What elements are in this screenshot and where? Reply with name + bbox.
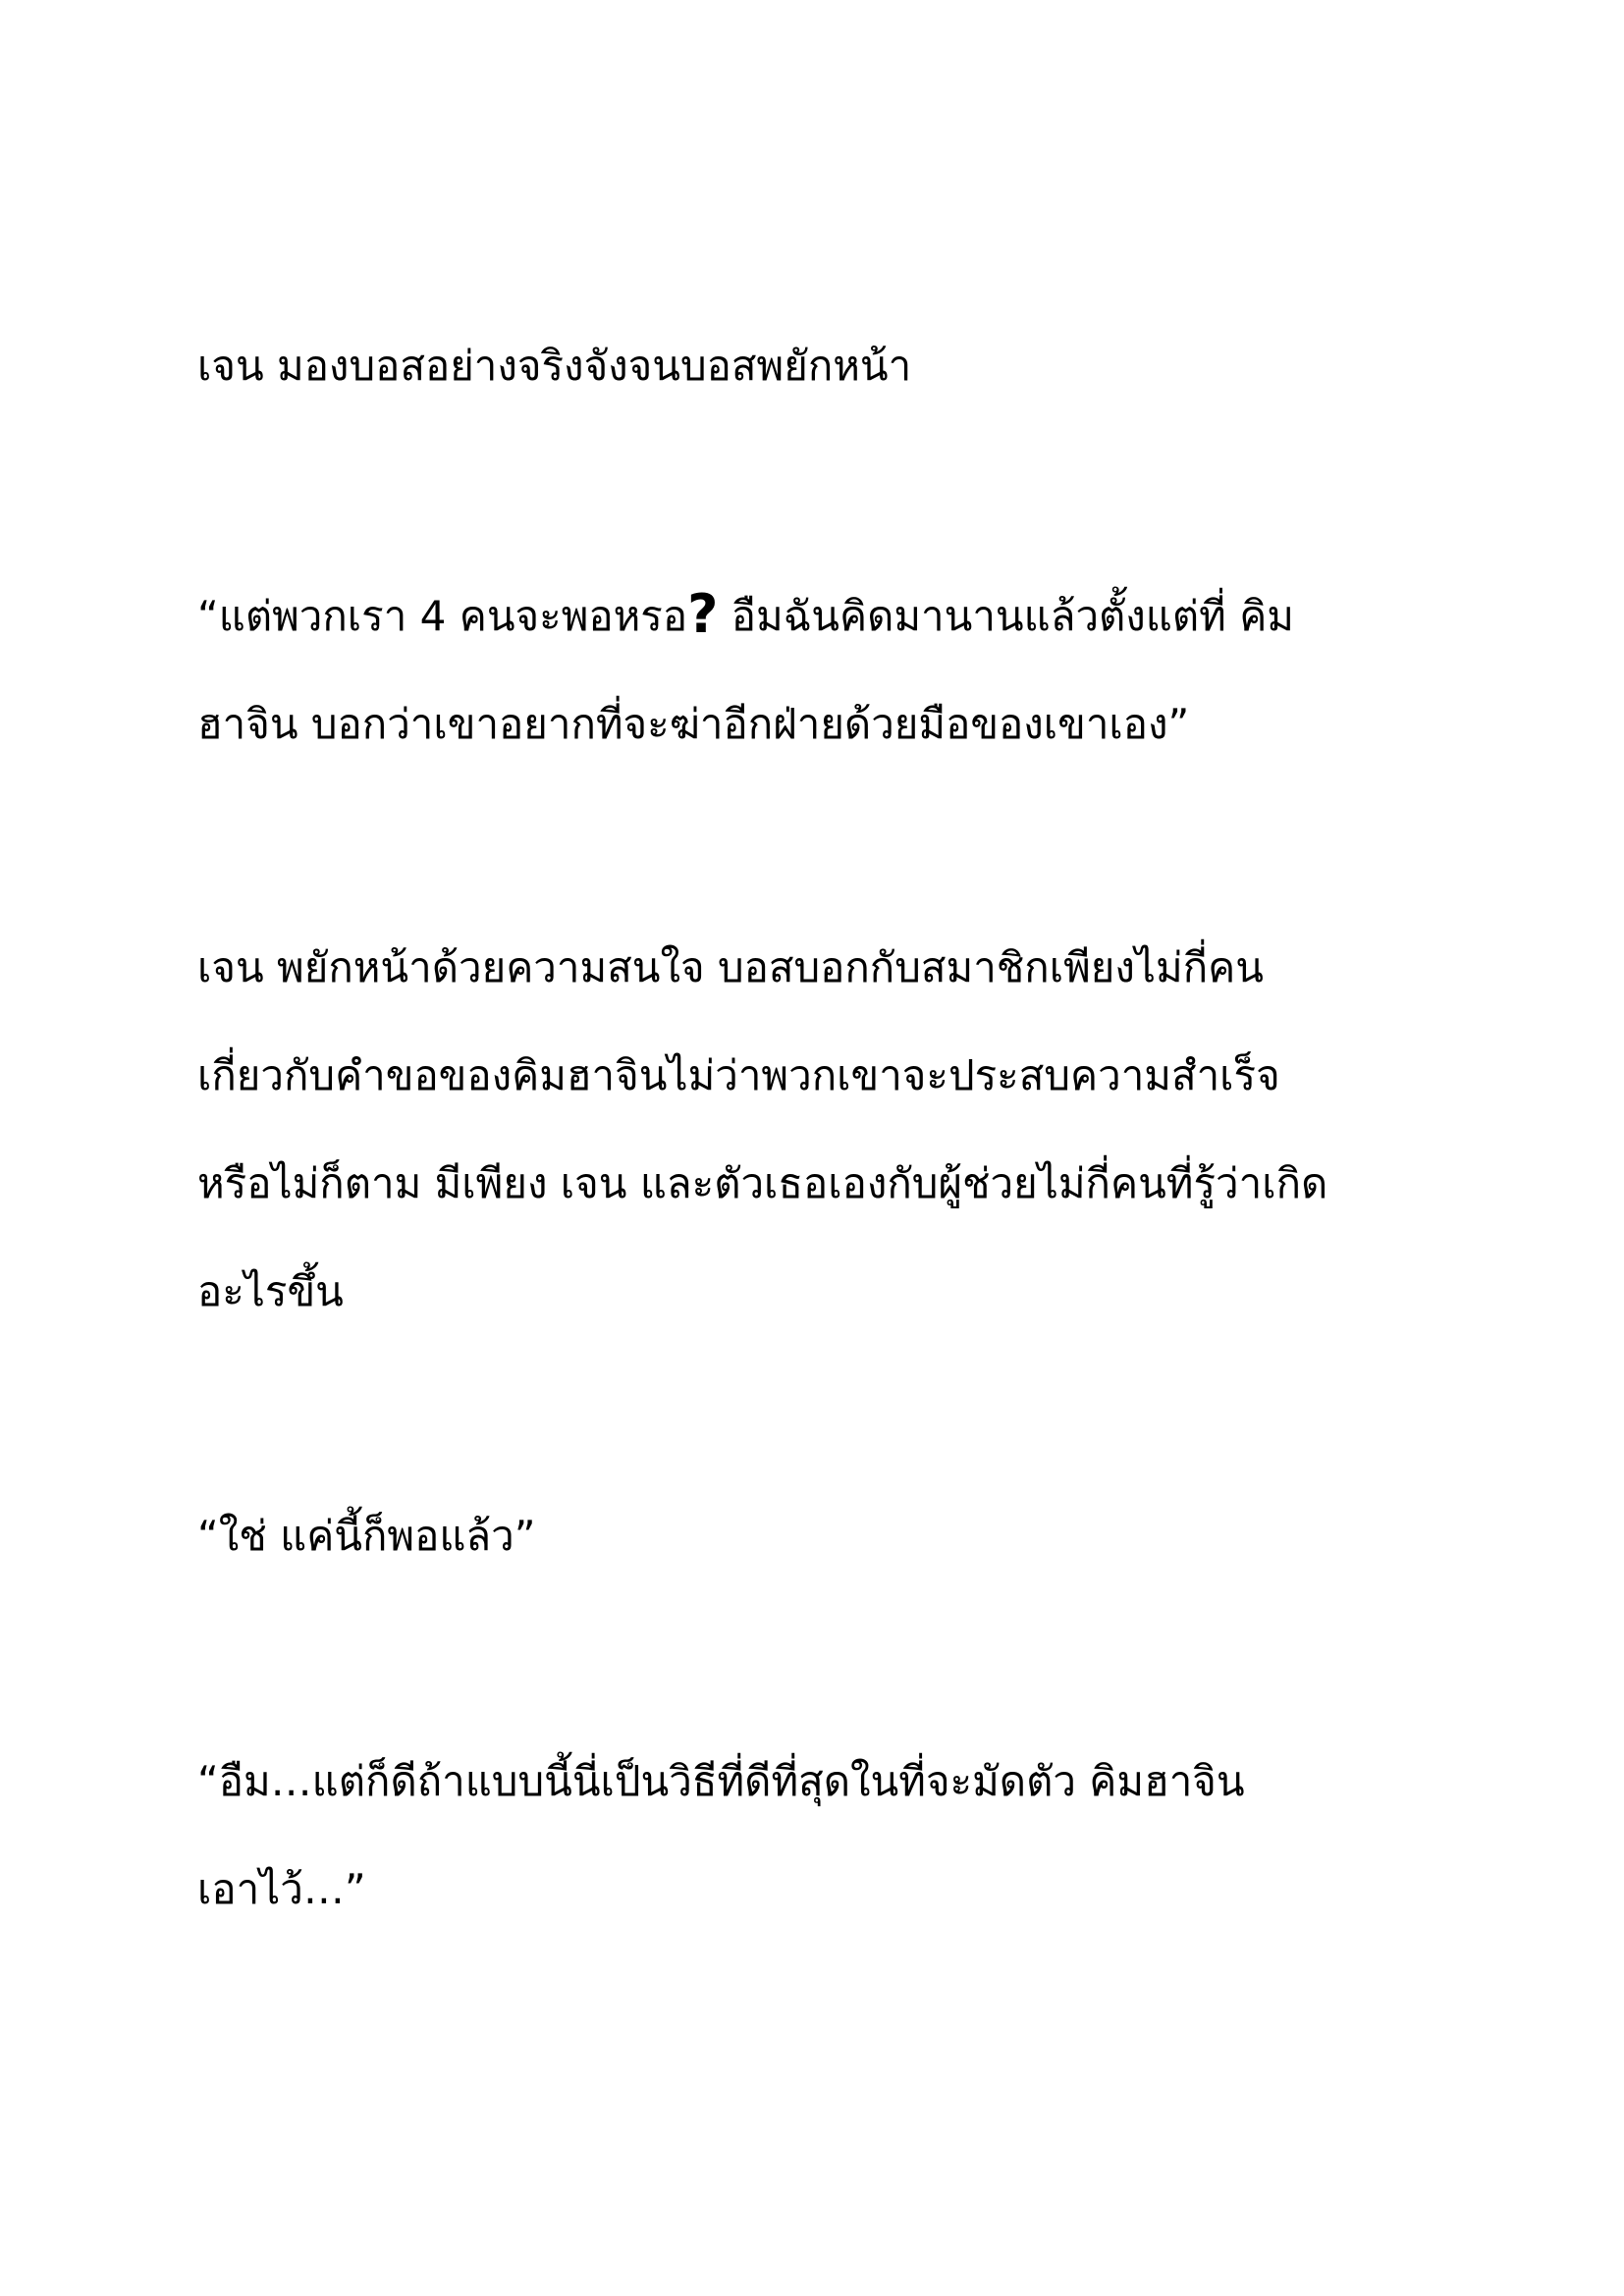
narration-line: เจน พยักหน้าด้วยความสนใจ บอสบอกกับสมาชิกเพียงไม่กี่คน	[197, 943, 1264, 991]
narration-line: หรือไม่ก็ตาม มีเพียง เจน และตัวเธอเองกับผู้ช่วยไม่กี่คนที่รู้ว่าเกิด	[197, 1159, 1328, 1207]
dialogue-line: เอาไว้…”	[197, 1865, 366, 1913]
question-mark: ?	[687, 583, 719, 645]
dialogue-line: “อืม…แต่ก็ดีถ้าแบบนี้นี่เป็นวิธีที่ดีที่สุดในที่จะมัดตัว คิมฮาจิน	[197, 1757, 1245, 1805]
dialogue-text: อืมฉันคิดมานานแล้วตั้งแต่ที่ คิม	[718, 592, 1294, 640]
narration-line: อะไรขึ้น	[197, 1267, 344, 1315]
dialogue-line: “ใช่ แค่นี้ก็พอแล้ว”	[197, 1512, 536, 1560]
dialogue-line	[197, 585, 1294, 646]
narration-line: เจน มองบอสอย่างจริงจังจนบอสพยักหน้า	[197, 342, 912, 390]
dialogue-line: ฮาจิน บอกว่าเขาอยากที่จะฆ่าอีกฝ่ายด้วยมือของเขาเอง”	[197, 700, 1190, 748]
dialogue-text: “แต่พวกเรา 4 คนจะพอหรอ	[197, 592, 688, 640]
narration-line: เกี่ยวกับคำขอของคิมฮาจินไม่ว่าพวกเขาจะประสบความสำเร็จ	[197, 1051, 1280, 1099]
